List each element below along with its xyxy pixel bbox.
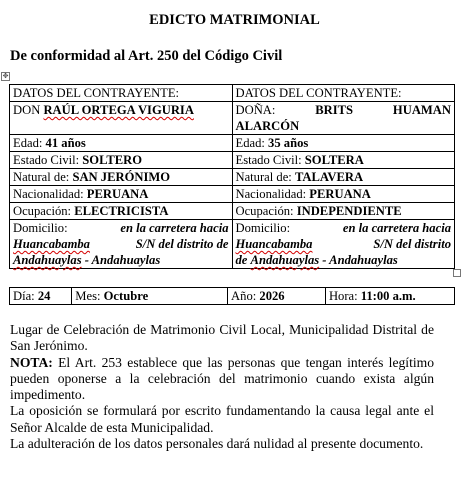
- nota-label: NOTA:: [10, 354, 53, 370]
- field-label: Edad:: [235, 136, 265, 150]
- field-label: Natural de:: [13, 170, 70, 184]
- field-label: Ocupación:: [235, 204, 294, 218]
- domicilio-cell: [232, 220, 455, 269]
- dia-cell: [10, 288, 72, 305]
- field-label: Mes:: [75, 289, 101, 303]
- edad-value: 35 años: [268, 136, 309, 150]
- ocupacion-cell: [232, 203, 455, 220]
- domicilio-part: S/N del distrito: [373, 237, 451, 251]
- nacionalidad-cell: [232, 186, 455, 203]
- domicilio-cell: [10, 220, 233, 269]
- field-label: Nacionalidad:: [235, 187, 307, 201]
- estado-civil-value: SOLTERO: [82, 153, 143, 167]
- table-row: [10, 85, 455, 102]
- anio-value: 2026: [259, 289, 285, 303]
- domicilio-part: S/N del distrito de: [135, 237, 229, 251]
- hora-value: 11:00 a.m.: [360, 289, 416, 303]
- name-part: ALARCÓN: [235, 119, 300, 133]
- name-part: HUAMAN: [392, 103, 451, 117]
- field-label: Estado Civil:: [235, 153, 302, 167]
- field-label: Edad:: [13, 136, 43, 150]
- header-cell-dona: DATOS DEL CONTRAYENTE:: [232, 85, 455, 102]
- natural-value: SAN JERÓNIMO: [72, 170, 171, 184]
- adulteracion-paragraph: La adulteración de los datos personales dará nulidad al presente documento.: [10, 436, 424, 452]
- contrayente-name: RAÚL ORTEGA VIGURIA: [43, 103, 194, 117]
- field-label: Natural de:: [235, 170, 292, 184]
- name-prefix: DOÑA:: [235, 103, 276, 117]
- nacionalidad-cell: [10, 186, 233, 203]
- edad-value: 41 años: [45, 136, 86, 150]
- domicilio-part: en la carretera hacia: [120, 221, 229, 235]
- edad-cell: [10, 135, 233, 152]
- domicilio-part: - Andahuaylas: [322, 253, 398, 267]
- estado-civil-cell: [232, 152, 455, 169]
- estado-civil-cell: [10, 152, 233, 169]
- document-title: EDICTO MATRIMONIAL: [149, 12, 320, 28]
- table-row: [10, 203, 455, 220]
- contrayentes-table: [9, 84, 455, 269]
- table-row: [10, 288, 455, 305]
- field-label: Año:: [231, 289, 257, 303]
- resize-handle-icon[interactable]: [453, 269, 461, 277]
- nota-paragraph: [10, 355, 434, 404]
- nacionalidad-value: PERUANA: [86, 187, 149, 201]
- hora-cell: [325, 288, 454, 305]
- estado-civil-value: SOLTERA: [304, 153, 364, 167]
- name-cell-dona: [232, 102, 455, 135]
- table-row: [10, 220, 455, 269]
- field-label: Domicilio:: [13, 221, 68, 235]
- field-label: Estado Civil:: [13, 153, 80, 167]
- field-label: Hora:: [328, 289, 358, 303]
- natural-value: TALAVERA: [294, 170, 364, 184]
- domicilio-part: Andahuaylas: [250, 253, 320, 267]
- move-handle-icon[interactable]: ✥: [2, 72, 9, 80]
- name-prefix: DON: [13, 103, 41, 117]
- field-label: Día:: [13, 289, 35, 303]
- mes-value: Octubre: [103, 289, 149, 303]
- natural-cell: [10, 169, 233, 186]
- ocupacion-cell: [10, 203, 233, 220]
- dia-value: 24: [37, 289, 51, 303]
- domicilio-part: Huancabamba: [235, 237, 313, 251]
- natural-cell: [232, 169, 455, 186]
- domicilio-part: de: [235, 253, 248, 267]
- domicilio-part: en la carretera hacia: [342, 221, 451, 235]
- ocupacion-value: ELECTRICISTA: [74, 204, 169, 218]
- name-cell-don: [10, 102, 233, 135]
- table-row: [10, 152, 455, 169]
- anio-cell: [228, 288, 326, 305]
- domicilio-part: - Andahuaylas: [84, 253, 161, 267]
- table-row: [10, 135, 455, 152]
- field-label: Nacionalidad:: [13, 187, 84, 201]
- ocupacion-value: INDEPENDIENTE: [296, 204, 402, 218]
- field-label: Domicilio:: [235, 221, 291, 235]
- table-row: [10, 169, 455, 186]
- document-subtitle: De conformidad al Art. 250 del Código Civil: [10, 48, 283, 64]
- domicilio-part: Andahuaylas: [13, 253, 82, 267]
- domicilio-part: Huancabamba: [13, 237, 90, 251]
- oposicion-paragraph: La oposición se formulará por escrito fundamentando la causa legal ante el Señor Alcalde de esta Municipalidad.: [10, 403, 434, 435]
- nacionalidad-value: PERUANA: [309, 187, 371, 201]
- field-label: Ocupación:: [13, 204, 72, 218]
- name-part: BRITS: [315, 103, 354, 117]
- lugar-paragraph: Lugar de Celebración de Matrimonio Civil Local, Municipalidad Distrital de San Jerónimo.: [10, 322, 434, 354]
- nota-text: El Art. 253 establece que las personas que tengan interés legítimo pueden oponerse a la celebración del matrimonio cuando exista algún impedimento.: [10, 354, 434, 403]
- fecha-table: [9, 287, 455, 305]
- table-row: [10, 186, 455, 203]
- table-row: [10, 102, 455, 135]
- edad-cell: [232, 135, 455, 152]
- header-cell-don: DATOS DEL CONTRAYENTE:: [10, 85, 233, 102]
- mes-cell: [72, 288, 228, 305]
- body-text: [10, 322, 434, 452]
